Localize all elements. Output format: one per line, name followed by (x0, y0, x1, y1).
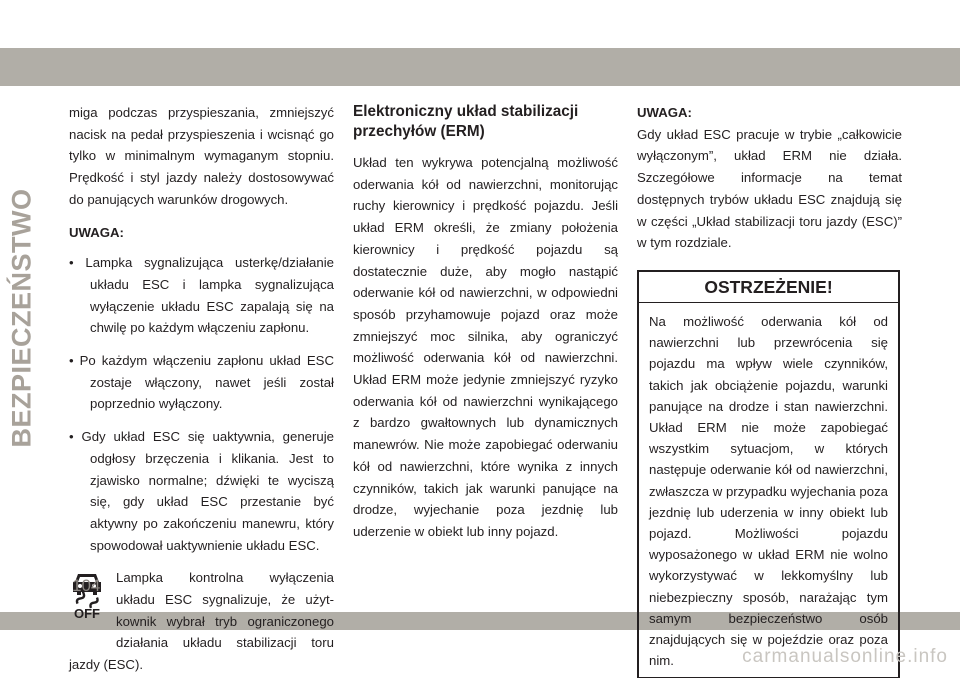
right-note-title: UWAGA: (637, 105, 692, 120)
esc-off-icon-label: OFF (74, 606, 100, 620)
bullet-item: • Gdy układ ESC się uaktywnia, generuje odgłosy brzęczenia i klikania. Jest to zjawisko normalne; dźwięki te wyciszą się, gdy układ ESC przestanie być aktywny po zakończeniu manewru, który spowodował uaktywnienie układu ESC. (69, 429, 334, 553)
page-number: 104 (72, 576, 101, 595)
top-margin (0, 0, 960, 48)
bullet-item: • Lampka sygnalizująca usterkę/działanie układu ESC i lampka sygnalizująca wyłączenie układu ESC zapalają się na chwilę po każdym włączeniu zapłonu. (69, 255, 334, 336)
header-band (0, 48, 960, 86)
warning-text: Na możliwość oderwania kół od nawierzchni lub przewrócenia się pojazdu ma wpływ wiele czynników, takich jak obciążenie pojazdu, warunki panujące na drodze i stan nawierzchni. Układ ERM nie może zapobiegać wszystkim sytuacjom, w których następuje oderwanie kół od nawierzchni, zwłaszcza w przypadku wyjechania poza jezdnię lub uderzenia w inny obiekt lub pojazd. Możliwości pojazdu wyposażonego w układ ERM nie wolno wykorzystywać w lekkomyślny lub niebezpieczny sposób, narażając tym samym bezpieczeństwo osób znajdujących się w pojeździe oraz poza nim. (649, 313, 888, 669)
icon-text-tail: jazdy (ESC). (69, 657, 144, 673)
warning-box (637, 270, 900, 678)
right-column (637, 102, 902, 678)
watermark: carmanualsonline.info (742, 646, 948, 667)
icon-text-line: działania układu stabilizacji toru (116, 635, 334, 651)
section-side-label-text: BEZPIECZEŃSTWO (6, 188, 37, 448)
icon-text-line: Lampka kontrolna wyłączenia (116, 570, 334, 586)
erm-body: Układ ten wykrywa potencjalną możliwość oderwania kół od nawierzchni, monitorując ruchy kierownicy i prędkość pojazdu. Jeśli układ ERM określi, że zmiany położenia kierownicy i prędkość pojazdu są dostatecznie duże, aby mogło nastąpić oderwanie kół od nawierzchni, w odpowiedni sposób przyhamowuje pojazd oraz może zmniejszyć moc silnika, aby ograniczyć możliwość oderwania kół od nawierzchni. Układ ERM może jedynie zmniejszyć ryzyko oderwania kół od nawierzchni wynikającego z bardzo gwałtownych lub dynamicznych manewrów. Nie może zapobiegać oderwaniu kół od nawierzchni, które wynika z innych czynników, takich jak warunki panujące na drodze, wyjechanie poza jezdnię lub uderzenie w obiekt lub inny pojazd. (353, 155, 618, 539)
warning-body (639, 303, 898, 677)
icon-text-line: układu ESC sygnalizuje, że użyt- (116, 592, 334, 608)
right-note-body: Gdy układ ESC pracuje w trybie „całkowicie wyłączonym”, układ ERM nie działa. Szczegółowe informacje na temat dostępnych trybów układu ESC znajdują się w części „Układ stabilizacji toru jazdy (ESC)” w tym rozdziale. (637, 126, 902, 251)
icon-text-line: kownik wybrał tryb ograniczonego (116, 613, 334, 629)
left-note-title: UWAGA: (69, 224, 124, 240)
warning-title: OSTRZEŻENIE! (639, 272, 898, 303)
left-column (69, 102, 334, 676)
erm-heading: Elektroniczny układ stabilizacji przechyłów (ERM) (353, 103, 579, 140)
middle-column (353, 102, 618, 543)
bullet-item: • Po każdym włączeniu zapłonu układ ESC zostaje włączony, nawet jeśli został poprzednio wyłączony. (69, 353, 334, 412)
left-lead-paragraph: miga podczas przyspieszania, zmniejszyć nacisk na pedał przyspieszenia i wcisnąć go tylko w minimalnym wymaganym stopniu. Prędkość i styl jazdy należy dostosowywać do panujących warunków drogowych. (69, 105, 334, 207)
